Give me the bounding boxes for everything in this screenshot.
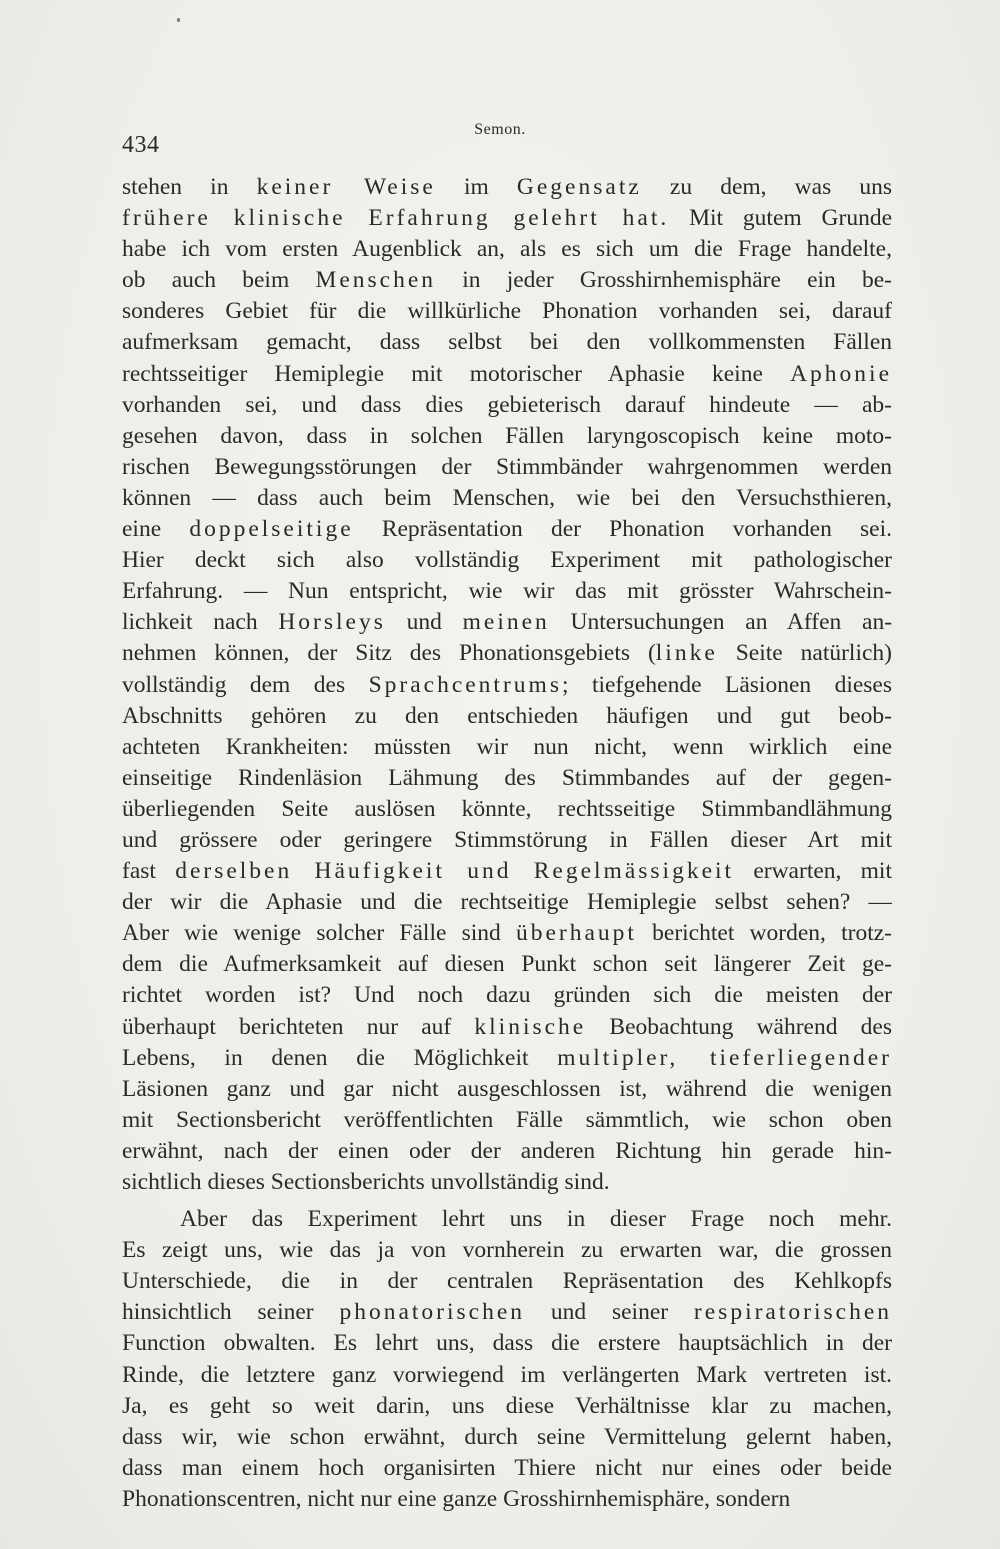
text-line (122, 638, 892, 669)
spaced-emphasis: keiner Weise (256, 174, 436, 200)
text-run: dass man einem hoch organisirten Thiere nicht nur eines oder beide (122, 1454, 892, 1481)
text-run: Function obwalten. Es lehrt uns, dass die erstere hauptsächlich in der (122, 1330, 892, 1357)
text-run: Repräsentation der Phonation vorhanden sei. (353, 516, 892, 543)
spaced-emphasis: frühere klinische Erfahrung gelehrt hat. (122, 205, 670, 232)
text-run: sichtlich dieses Sectionsberichts unvollständig sind. (122, 1169, 610, 1195)
text-line (122, 576, 892, 607)
text-run: rischen Bewegungsstörungen der Stimmbänder wahrgenommen werden (122, 453, 892, 480)
text-run: stehen in (122, 174, 257, 200)
text-line (122, 421, 892, 452)
text-run: mit Sectionsbericht veröffentlichten Fälle sämmtlich, wie schon oben (122, 1106, 892, 1133)
text-run: Unterschiede, die in der centralen Repräsentation des Kehlkopfs (122, 1268, 892, 1295)
text-line (122, 172, 892, 203)
text-run: im (435, 174, 517, 200)
text-run: einseitige Rindenläsion Lähmung des Stimmbandes auf der gegen- (122, 764, 892, 791)
text-line (122, 1484, 892, 1515)
spaced-emphasis: Sprachcentrums (368, 671, 562, 698)
text-run: Mit gutem Grunde (669, 205, 892, 232)
text-line (122, 1167, 892, 1198)
text-line (122, 1266, 892, 1297)
text-run: sonderes Gebiet für die willkürliche Phonation vorhanden sei, darauf (122, 298, 892, 325)
text-line (122, 545, 892, 576)
text-run: erwähnt, nach der einen oder der anderen Richtung hin gerade hin- (122, 1137, 892, 1164)
text-line (122, 670, 892, 701)
text-line (122, 856, 892, 887)
text-run: Rinde, die letztere ganz vorwiegend im verlängerten Mark vertreten ist. (122, 1361, 892, 1388)
text-line (122, 1391, 892, 1422)
text-run: Beobachtung während des (586, 1013, 892, 1040)
text-line (122, 327, 892, 358)
text-run: zu dem, was uns (641, 174, 892, 200)
text-line (122, 483, 892, 514)
text-run: ; tiefgehende Läsionen dieses (561, 671, 892, 698)
text-run: Aber das Experiment lehrt uns in dieser Frage noch mehr. (180, 1206, 892, 1233)
text-run: können — dass auch beim Menschen, wie bei den Versuchsthieren, (122, 484, 892, 511)
text-line (122, 234, 892, 265)
text-line (122, 203, 892, 234)
print-speck (177, 18, 180, 22)
spaced-emphasis: Menschen (315, 267, 437, 294)
text-line (122, 918, 892, 949)
running-head: Semon. (474, 121, 526, 138)
text-line (122, 1235, 892, 1266)
spaced-emphasis: linke (655, 640, 718, 667)
text-run: hinsichtlich seiner (122, 1299, 340, 1326)
text-run: eine (122, 516, 190, 543)
spaced-emphasis: meinen (462, 609, 550, 636)
text-run: in jeder Grosshirnhemisphäre ein be- (436, 267, 892, 294)
text-run: Es zeigt uns, wie das ja von vornherein zu erwarten war, die grossen (122, 1237, 892, 1264)
text-run: rechtsseitiger Hemiplegie mit motorischer Aphasie keine (122, 360, 791, 387)
text-run: Untersuchungen an Affen an- (549, 609, 892, 636)
spaced-emphasis: phonatorischen (339, 1299, 526, 1326)
spaced-emphasis: derselben Häufigkeit und Regelmässigkeit (175, 858, 735, 885)
text-run: Hier deckt sich also vollständig Experiment mit pathologischer (122, 547, 892, 574)
spaced-emphasis: Aphonie (790, 360, 892, 387)
text-line (122, 825, 892, 856)
text-run: berichtet worden, trotz- (636, 920, 892, 947)
text-run: aufmerksam gemacht, dass selbst bei den vollkommensten Fällen (122, 329, 892, 356)
text-line (122, 607, 892, 638)
text-line (122, 732, 892, 763)
text-line (122, 514, 892, 545)
text-run: Seite natürlich) (717, 640, 892, 667)
text-run: fast (122, 858, 176, 885)
text-run: Aber wie wenige solcher Fälle sind (122, 920, 516, 947)
spaced-emphasis: respiratorischen (693, 1299, 892, 1326)
text-run: Läsionen ganz und gar nicht ausgeschlossen ist, während die wenigen (122, 1075, 892, 1102)
text-line (122, 1074, 892, 1105)
text-line (122, 390, 892, 421)
page-number: 434 (122, 132, 160, 158)
text-run: der wir die Aphasie und die rechtseitige Hemiplegie selbst sehen? — (122, 889, 892, 916)
text-line (122, 296, 892, 327)
spaced-emphasis: überhaupt (515, 920, 637, 947)
spaced-emphasis: Horsleys (278, 609, 386, 636)
text-run: Ja, es geht so weit darin, uns diese Verhältnisse klar zu machen, (122, 1392, 892, 1419)
text-line (122, 701, 892, 732)
text-run: überhaupt berichteten nur auf (122, 1013, 475, 1040)
text-run: und (385, 609, 463, 636)
text-line (122, 1012, 892, 1043)
text-line (122, 1204, 892, 1235)
text-run: dem die Aufmerksamkeit auf diesen Punkt schon seit längerer Zeit ge- (122, 951, 892, 978)
text-run: und seiner (525, 1299, 694, 1326)
text-run: überliegenden Seite auslösen könnte, rechtsseitige Stimmbandlähmung (122, 795, 892, 822)
text-run: Lebens, in denen die Möglichkeit (122, 1044, 558, 1071)
text-run: dass wir, wie schon erwähnt, durch seine Vermittelung gelernt haben, (122, 1423, 892, 1450)
text-line (122, 949, 892, 980)
text-line (122, 359, 892, 390)
text-line (122, 1043, 892, 1074)
text-run: vorhanden sei, und dass dies gebieterisch darauf hindeute — ab- (122, 391, 892, 418)
text-line (122, 1360, 892, 1391)
text-run: und grössere oder geringere Stimmstörung in Fällen dieser Art mit (122, 826, 892, 853)
body-text (122, 172, 892, 1515)
spaced-emphasis: klinische (474, 1013, 587, 1040)
text-line (122, 794, 892, 825)
text-run: Abschnitts gehören zu den entschieden häufigen und gut beob- (122, 702, 892, 729)
text-run: achteten Krankheiten: müssten wir nun nicht, wenn wirklich eine (122, 733, 892, 760)
text-line (122, 452, 892, 483)
text-run: richtet worden ist? Und noch dazu gründen sich die meisten der (122, 982, 892, 1009)
spaced-emphasis: Gegensatz (516, 174, 642, 200)
spaced-emphasis: multipler, tieferliegender (557, 1044, 892, 1071)
text-run: vollständig dem des (122, 671, 369, 698)
text-run: gesehen davon, dass in solchen Fällen laryngoscopisch keine moto- (122, 422, 892, 449)
text-line (122, 1105, 892, 1136)
spaced-emphasis: doppelseitige (189, 516, 354, 543)
text-run: Erfahrung. — Nun entspricht, wie wir das mit grösster Wahrschein- (122, 578, 892, 605)
text-line (122, 763, 892, 794)
text-line (122, 1453, 892, 1484)
text-line (122, 265, 892, 296)
text-line (122, 1136, 892, 1167)
text-line (122, 887, 892, 918)
text-run: habe ich vom ersten Augenblick an, als es sich um die Frage handelte, (122, 236, 892, 263)
text-run: nehmen können, der Sitz des Phonationsgebiets ( (122, 640, 656, 667)
text-run: ob auch beim (122, 267, 316, 294)
text-line (122, 1297, 892, 1328)
text-line (122, 1328, 892, 1359)
text-run: erwarten, mit (734, 858, 892, 885)
text-run: lichkeit nach (122, 609, 279, 636)
text-line (122, 980, 892, 1011)
text-line (122, 1422, 892, 1453)
text-run: Phonationscentren, nicht nur eine ganze Grosshirnhemisphäre, sondern (122, 1485, 791, 1512)
